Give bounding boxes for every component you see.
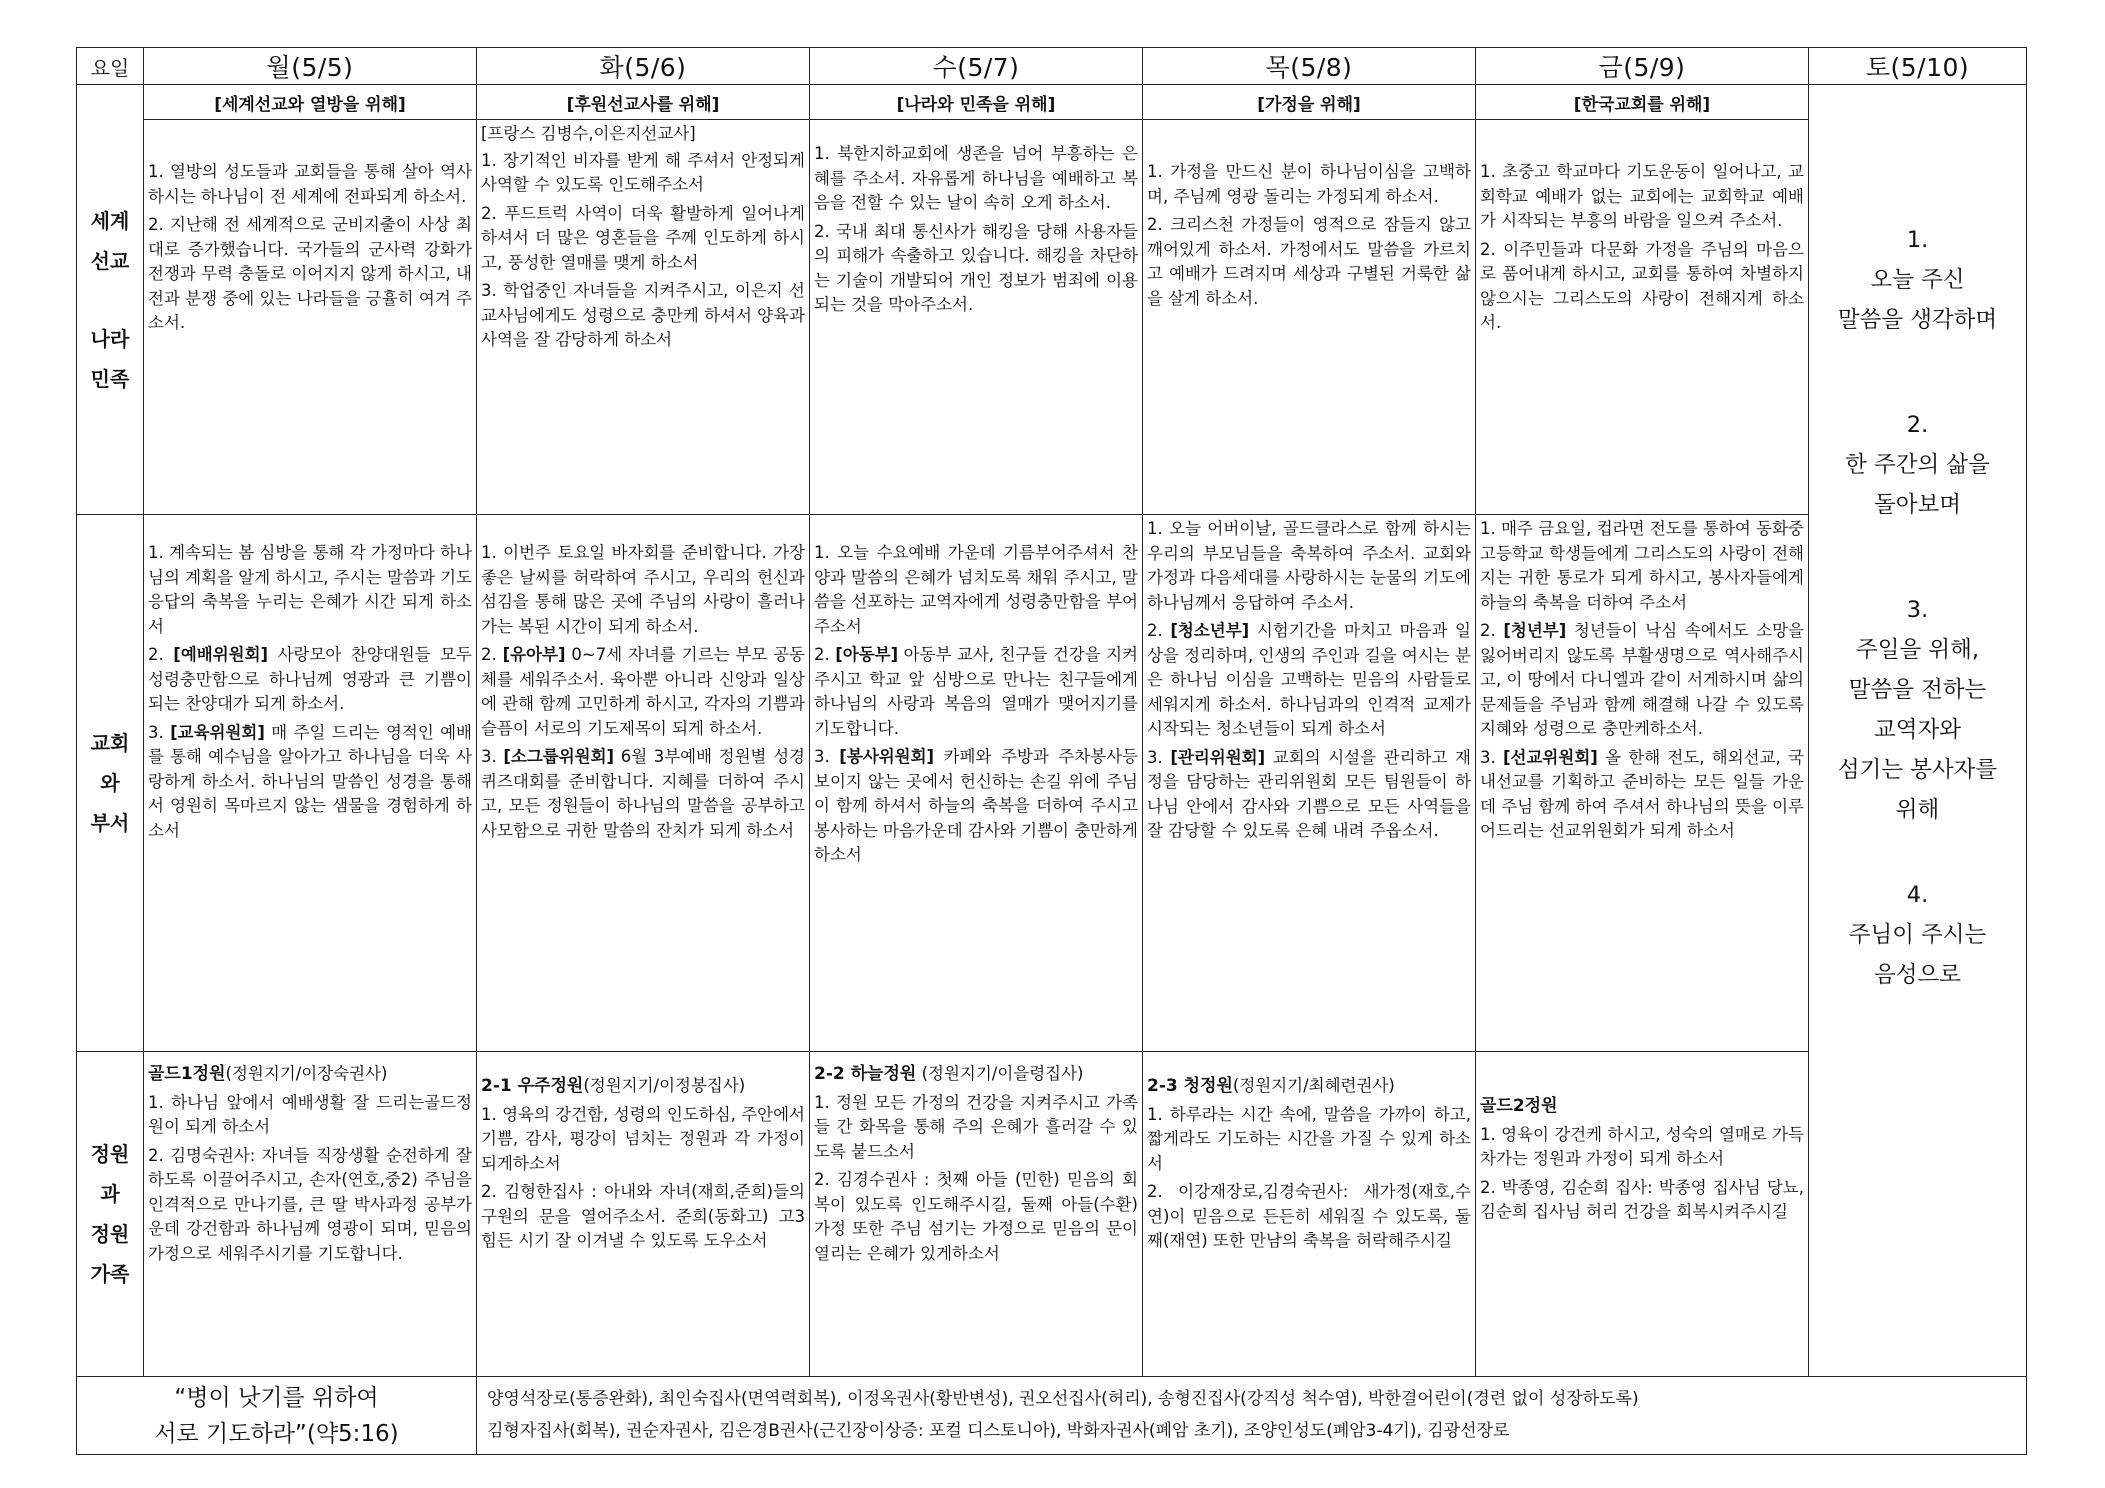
day-header-fri: 금(5/9) — [1476, 48, 1809, 85]
church-mon: 1. 계속되는 봄 심방을 통해 각 가정마다 하나님의 계획을 알게 하시고, 주시는 말씀과 기도응답의 축복을 누리는 은혜가 시간 되게 하소서 2. [예배위원회] 사랑모아 찬양대원들 모두 성령충만함으로 하나님께 영광과 큰 기쁨이 되는 찬양대가 되게 하소서. 3. [교육위원회] 매 주일 드리는 영적인 예배를 통해 예수님을 알아가고 하나님을 더욱 사랑하게 하소서. 하나님의 말씀인 성경을 통해서 영원히 목마르지 않는 샘물을 경험하게 하소서 — [144, 515, 477, 1052]
row-label-garden: 정원 과 정원 가족 — [77, 1052, 144, 1377]
theme-thu: [가정을 위해] — [1143, 85, 1476, 120]
row-label-church: 교회 와 부서 — [77, 515, 144, 1052]
header-row — [77, 48, 2027, 85]
church-row — [77, 515, 2027, 1052]
world-row — [77, 120, 2027, 515]
garden-mon: 골드1정원(정원지기/이장숙권사) 1. 하나님 앞에서 예배생활 잘 드리는골드정원이 되게 하소서 2. 김명숙권사: 자녀들 직장생활 순전하게 잘하도록 이끌어주시고, 손자(연호,중2) 주님을 인격적으로 만나기를, 큰 딸 박사과정 공부가운데 강건함과 하나님께 영광이 되며, 믿음의 가정으로 세워주시기를 기도합니다. — [144, 1052, 477, 1377]
church-thu: 1. 오늘 어버이날, 골드클라스로 함께 하시는 우리의 부모님들을 축복하여 주소서. 교회와 가정과 다음세대를 사랑하시는 눈물의 기도에 하나님께서 응답하여 주소서. 2. [청소년부] 시험기간을 마치고 마음과 일상을 정리하며, 인생의 주인과 길을 여시는 분은 하나님 이심을 고백하는 믿음의 사람들로 세워지게 하소서. 하나님과의 인격적 교제가 시작되는 청소년들이 되게 하소서 3. [관리위원회] 교회의 시설을 관리하고 재정을 담당하는 관리위원회 모든 팀원들이 하나님 안에서 감사와 기쁨으로 모든 사역들을 잘 감당할 수 있도록 은혜 내려 주옵소서. — [1143, 515, 1476, 1052]
world-tue: [프랑스 김병수,이은지선교사] 1. 장기적인 비자를 받게 해 주셔서 안정되게 사역할 수 있도록 인도해주소서 2. 푸드트럭 사역이 더욱 활발하게 일어나게 하셔서 더 많은 영혼들을 주께 인도하게 하시고, 풍성한 열매를 맺게 하소서 3. 학업중인 자녀들을 지켜주시고, 이은지 선교사님에게도 성령으로 충만케 하셔서 양육과 사역을 잘 감당하게 하소서 — [477, 120, 810, 515]
weekday-label: 요일 — [77, 48, 144, 85]
saturday-column — [1809, 85, 2027, 1377]
theme-fri: [한국교회를 위해] — [1476, 85, 1809, 120]
footer-row — [77, 1377, 2027, 1455]
garden-wed: 2-2 하늘정원 (정원지기/이을령집사) 1. 정원 모든 가정의 건강을 지켜주시고 가족들 간 화목을 통해 주의 은혜가 흘러갈 수 있도록 붙드소서 2. 김경수권사 : 첫째 아들 (민한) 믿음의 회복이 있도록 인도해주시길, 둘째 아들(수환)가정 또한 주님 섬기는 가정으로 믿음의 문이 열리는 은혜가 있게하소서 — [810, 1052, 1143, 1377]
day-header-mon: 월(5/5) — [144, 48, 477, 85]
world-wed: 1. 북한지하교회에 생존을 넘어 부흥하는 은혜를 주소서. 자유롭게 하나님을 예배하고 복음을 전할 수 있는 날이 속히 오게 하소서. 2. 국내 최대 통신사가 해킹을 당해 사용자들의 피해가 속출하고 있습니다. 해킹을 차단하는 기술이 개발되어 개인 정보가 범죄에 이용되는 것을 막아주소서. — [810, 120, 1143, 515]
day-header-thu: 목(5/8) — [1143, 48, 1476, 85]
garden-tue: 2-1 우주정원(정원지기/이정봉집사) 1. 영육의 강건함, 성령의 인도하심, 주안에서 기쁨, 감사, 평강이 넘치는 정원과 각 가정이 되게하소서 2. 김형한집사 : 아내와 자녀(재희,준희)들의 구원의 문을 열어주소서. 준희(동화고) 고3 힘든 시기 잘 이겨낼 수 있도록 도우소서 — [477, 1052, 810, 1377]
sat-item-3: 3. 주일을 위해, 말씀을 전하는 교역자와 섬기는 봉사자를 위해 — [1837, 597, 1998, 823]
church-tue: 1. 이번주 토요일 바자회를 준비합니다. 가장 좋은 날씨를 허락하여 주시고, 우리의 헌신과 섬김을 통해 많은 곳에 주님의 사랑이 흘러나가는 복된 시간이 되게 하소서. 2. [유아부] 0~7세 자녀를 기르는 부모 공동체를 세워주소서. 육아뿐 아니라 신앙과 일상에 관해 함께 고민하게 하시고, 각자의 기쁨과 슬픔이 서로의 기도제목이 되게 하소서. 3. [소그룹위원회] 6월 3부예배 정원별 성경퀴즈대회를 준비합니다. 지혜를 더하여 주시고, 모든 정원들이 하나님의 말씀을 공부하고 사모함으로 귀한 말씀의 잔치가 되게 하소서 — [477, 515, 810, 1052]
prayer-schedule-table — [76, 47, 2027, 1455]
footer-verse: “병이 낫기를 위하여 서로 기도하라”(약5:16) — [77, 1377, 477, 1455]
world-mon: 1. 열방의 성도들과 교회들을 통해 살아 역사하시는 하나님이 전 세계에 전파되게 하소서. 2. 지난해 전 세계적으로 군비지출이 사상 최대로 증가했습니다. 국가들의 군사력 강화가 전쟁과 무력 충돌로 이어지지 않게 하시고, 내전과 분쟁 중에 있는 나라들을 긍휼히 여겨 주소서. — [144, 120, 477, 515]
theme-row — [77, 85, 2027, 120]
garden-fri: 골드2정원 1. 영육이 강건케 하시고, 성숙의 열매로 가득차가는 정원과 가정이 되게 하소서 2. 박종영, 김순희 집사: 박종영 집사님 당뇨, 김순희 집사님 허리 건강을 회복시켜주시길 — [1476, 1052, 1809, 1377]
sat-item-2: 2. 한 주간의 삶을 돌아보며 — [1845, 412, 1990, 518]
church-wed: 1. 오늘 수요예배 가운데 기름부어주셔서 찬양과 말씀의 은혜가 넘치도록 채워 주시고, 말씀을 선포하는 교역자에게 성령충만함을 부어주소서 2. [아동부] 아동부 교사, 친구들 건강을 지켜주시고 학교 앞 심방으로 만나는 친구들에게 하나님의 사랑과 복음의 열매가 맺어지기를 기도합니다. 3. [봉사위원회] 카페와 주방과 주차봉사등 보이지 않는 곳에서 헌신하는 손길 위에 주님이 함께 하셔서 하늘의 축복을 더하여 주시고 봉사하는 마음가운데 감사와 기쁨이 충만하게 하소서 — [810, 515, 1143, 1052]
world-thu: 1. 가정을 만드신 분이 하나님이심을 고백하며, 주님께 영광 돌리는 가정되게 하소서. 2. 크리스천 가정들이 영적으로 잠들지 않고 깨어있게 하소서. 가정에서도 말씀을 가르치고 예배가 드려지며 세상과 구별된 거룩한 삶을 살게 하소서. — [1143, 120, 1476, 515]
theme-wed: [나라와 민족을 위해] — [810, 85, 1143, 120]
world-fri: 1. 초중고 학교마다 기도운동이 일어나고, 교회학교 예배가 없는 교회에는 교회학교 예배가 시작되는 부흥의 바람을 일으켜 주소서. 2. 이주민들과 다문화 가정을 주님의 마음으로 품어내게 하시고, 교회를 통하여 차별하지 않으시는 그리스도의 사랑이 전해지게 하소서. — [1476, 120, 1809, 515]
day-header-wed: 수(5/7) — [810, 48, 1143, 85]
theme-mon: [세계선교와 열방을 위해] — [144, 85, 477, 120]
theme-tue: [후원선교사를 위해] — [477, 85, 810, 120]
garden-row — [77, 1052, 2027, 1377]
row-label-world: 세계 선교 나라 민족 — [77, 85, 144, 515]
church-fri: 1. 매주 금요일, 컵라면 전도를 통하여 동화중고등학교 학생들에게 그리스도의 사랑이 전해지는 귀한 통로가 되게 하시고, 봉사자들에게 하늘의 축복을 더하여 주소서 2. [청년부] 청년들이 낙심 속에서도 소망을 잃어버리지 않도록 부활생명으로 역사해주시고, 이 땅에서 다니엘과 같이 서게하시며 삶의 문제들을 주님과 함께 해결해 나갈 수 있도록 지혜와 성령으로 충만케하소서. 3. [선교위원회] 올 한해 전도, 해외선교, 국내선교를 기획하고 준비하는 모든 일들 가운데 주님 함께 하여 주셔서 하나님의 뜻을 이루어드리는 선교위원회가 되게 하소서 — [1476, 515, 1809, 1052]
garden-thu: 2-3 청정원(정원지기/최혜련권사) 1. 하루라는 시간 속에, 말씀을 가까이 하고, 짧게라도 기도하는 시간을 가질 수 있게 하소서 2. 이강재장로,김경숙권사: 새가정(재호,수연)이 믿음으로 든든히 세워질 수 있도록, 둘째(재연) 또한 만남의 축복을 허락해주시길 — [1143, 1052, 1476, 1377]
footer-prayer-list: 양영석장로(통증완화), 최인숙집사(면역력회복), 이정옥권사(황반변성), 권오선집사(허리), 송형진집사(강직성 척수염), 박한결어린이(경련 없이 성장하도록) 김형자집사(회복), 권순자권사, 김은경B권사(근긴장이상증: 포컬 디스토니아), 박화자권사(폐암 초기), 조양인성도(폐암3-4기), 김광선장로 — [477, 1377, 2027, 1455]
day-header-tue: 화(5/6) — [477, 48, 810, 85]
sat-item-1: 1. 오늘 주신 말씀을 생각하며 — [1837, 227, 1998, 333]
sat-item-4: 4. 주님이 주시는 음성으로 — [1848, 882, 1987, 988]
day-header-sat: 토(5/10) — [1809, 48, 2027, 85]
